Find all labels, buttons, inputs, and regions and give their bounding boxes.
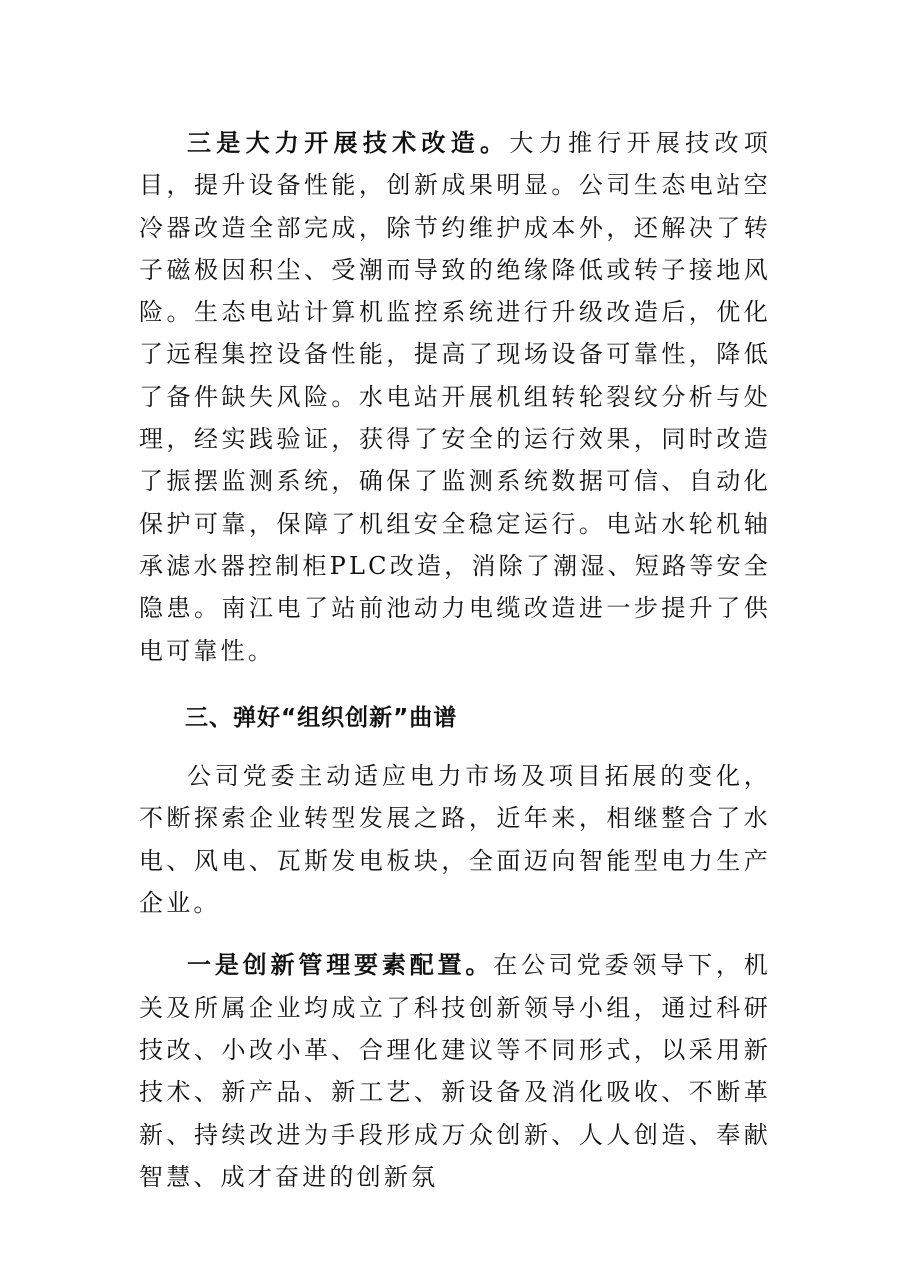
paragraph-party-committee — [139, 755, 771, 924]
paragraph-text-technical-renovation: 大力推行开展技改项目，提升设备性能，创新成果明显。公司生态电站空冷器改造全部完成，除节约维护成本外，还解决了转子磁极因积尘、受潮而导致的绝缘降低或转子接地风险。生态电站计算机监控系统进行升级改造后，优化了远程集控设备性能，提高了现场设备可靠性，降低了备件缺失风险。水电站开展机组转轮裂纹分析与处理，经实践验证，获得了安全的运行效果，同时改造了振摆监测系统，确保了监测系统数据可信、自动化保护可靠，保障了机组安全稳定运行。电站水轮机轴承滤水器控制柜PLC改造，消除了潮湿、短路等安全隐患。南江电了站前池动力电缆改造进一步提升了供电可靠性。 — [139, 129, 771, 665]
paragraph-technical-renovation — [139, 122, 771, 672]
paragraph-management-innovation — [139, 944, 771, 1198]
document-body — [139, 122, 771, 1198]
paragraph-text-management-innovation: 在公司党委领导下，机关及所属企业均成立了科技创新领导小组，通过科研技改、小改小革、合理化建议等不同形式，以采用新技术、新产品、新工艺、新设备及消化吸收、不断革新、持续改进为手段形成万众创新、人人创造、奉献智慧、成才奋进的创新氛 — [139, 951, 772, 1191]
paragraph-lead-technical-renovation: 三是大力开展技术改造。 — [187, 128, 510, 157]
paragraph-text-party-committee: 公司党委主动适应电力市场及项目拓展的变化，不断探索企业转型发展之路，近年来，相继整合了水电、风电、瓦斯发电板块，全面迈向智能型电力生产企业。 — [139, 762, 771, 918]
paragraph-lead-management-innovation: 一是创新管理要素配置。 — [187, 950, 494, 980]
section-heading-organizational-innovation: 三、弹好“组织创新”曲谱 — [185, 704, 458, 731]
